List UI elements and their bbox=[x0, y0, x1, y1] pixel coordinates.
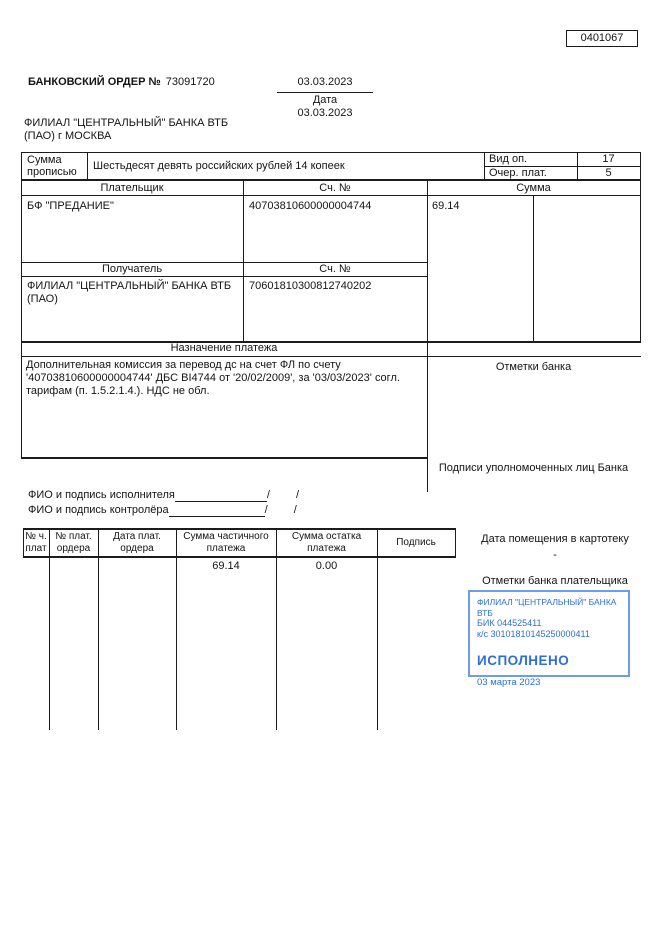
payer-name: БФ "ПРЕДАНИЕ" bbox=[27, 200, 114, 212]
grid-line bbox=[21, 179, 641, 181]
signature-blank bbox=[169, 505, 265, 517]
grid-line bbox=[21, 195, 641, 196]
partial-sum-value: 69.14 bbox=[212, 560, 240, 572]
payer-account: 40703810600000004744 bbox=[249, 200, 372, 212]
slash: / bbox=[266, 489, 270, 501]
col-header: Дата плат. bbox=[113, 531, 161, 542]
stamp-bik: БИК 044525411 bbox=[477, 618, 542, 628]
grid-line bbox=[23, 528, 455, 530]
stamp-corr-account: к/с 30101810145250000411 bbox=[477, 629, 590, 639]
grid-line bbox=[276, 528, 277, 730]
grid-line bbox=[21, 152, 641, 153]
payee-account: 70601810300812740202 bbox=[249, 280, 372, 292]
amount-words: Шестьдесят девять российских рублей 14 копеек bbox=[93, 160, 345, 172]
title-label: БАНКОВСКИЙ ОРДЕР № bbox=[28, 76, 161, 88]
grid-line bbox=[243, 179, 244, 342]
col-header: ордера bbox=[56, 543, 91, 554]
order-number: 73091720 bbox=[165, 76, 215, 88]
executor-signature-line bbox=[28, 489, 299, 502]
col-header: платежа bbox=[307, 543, 346, 554]
amount-words-label-line2: прописью bbox=[27, 166, 77, 178]
payer-header: Плательщик bbox=[100, 182, 164, 194]
payer-account-header: Сч. № bbox=[319, 182, 351, 194]
bank-signatures-label: Подписи уполномоченных лиц Банка bbox=[438, 462, 629, 474]
form-code-box bbox=[566, 30, 638, 47]
purpose-text: Дополнительная комиссия за перевод дс на счет ФЛ по счету '40703810600000004744' ДБС BI4744 от '20/02/2009', за '03/03/2023' согл. тарифам (п. 1.5.2.1.4.). НДС не обл. bbox=[26, 359, 400, 397]
purpose-header: Назначение платежа bbox=[170, 342, 278, 354]
amount-words-label-line1: Сумма bbox=[27, 154, 62, 166]
controller-signature-line bbox=[28, 504, 297, 517]
grid-line bbox=[98, 528, 99, 730]
executor-label: ФИО и подпись исполнителя bbox=[28, 489, 175, 501]
branch-name-line1: ФИЛИАЛ "ЦЕНТРАЛЬНЫЙ" БАНКА ВТБ bbox=[24, 117, 229, 129]
branch-name-line2: (ПАО) г МОСКВА bbox=[24, 130, 112, 142]
grid-line bbox=[21, 457, 428, 459]
stamp-status: ИСПОЛНЕНО bbox=[477, 653, 570, 668]
priority-value: 5 bbox=[605, 167, 612, 179]
priority-label: Очер. плат. bbox=[489, 167, 547, 179]
grid-line bbox=[427, 179, 428, 492]
sum-header: Сумма bbox=[516, 182, 551, 194]
op-type-label: Вид оп. bbox=[489, 153, 528, 165]
col-header: ордера bbox=[120, 543, 154, 554]
grid-line bbox=[533, 195, 534, 342]
date-value-bottom: 03.03.2023 bbox=[297, 107, 353, 119]
grid-line bbox=[21, 152, 22, 458]
slash: / bbox=[293, 504, 297, 516]
card-index-dash: - bbox=[553, 549, 557, 561]
payee-header: Получатель bbox=[101, 263, 163, 275]
payee-name-line2: (ПАО) bbox=[27, 293, 58, 305]
stamp-date: 03 марта 2023 bbox=[477, 677, 541, 688]
col-header: платежа bbox=[206, 543, 246, 554]
grid-line bbox=[21, 276, 428, 277]
grid-line bbox=[176, 528, 177, 730]
col-header: плат bbox=[25, 543, 47, 554]
grid-line bbox=[21, 356, 641, 357]
grid-line bbox=[87, 152, 88, 180]
date-underline bbox=[277, 92, 373, 93]
slash: / bbox=[295, 489, 300, 501]
col-header: № ч. bbox=[25, 531, 47, 542]
stamp-bank-name: ФИЛИАЛ "ЦЕНТРАЛЬНЫЙ" БАНКА ВТБ bbox=[477, 597, 617, 618]
bank-executed-stamp bbox=[468, 590, 630, 688]
bank-marks-header: Отметки банка bbox=[495, 361, 572, 373]
rest-sum-value: 0.00 bbox=[315, 560, 338, 572]
slash: / bbox=[264, 504, 268, 516]
form-code: 0401067 bbox=[580, 32, 624, 44]
card-index-label: Дата помещения в картотеку bbox=[481, 533, 629, 545]
signature-blank bbox=[175, 490, 267, 502]
grid-line bbox=[377, 528, 378, 730]
grid-line bbox=[484, 152, 485, 180]
grid-line bbox=[640, 152, 641, 342]
controller-label: ФИО и подпись контролёра bbox=[28, 504, 169, 516]
col-header: Подпись bbox=[396, 537, 436, 548]
grid-line bbox=[23, 556, 455, 558]
payee-account-header: Сч. № bbox=[319, 263, 351, 275]
op-type-value: 17 bbox=[602, 153, 615, 165]
col-header: Сумма остатка bbox=[291, 531, 362, 542]
payee-name-line1: ФИЛИАЛ "ЦЕНТРАЛЬНЫЙ" БАНКА ВТБ bbox=[27, 280, 232, 292]
document-title bbox=[28, 76, 215, 89]
col-header: № плат. bbox=[55, 531, 92, 542]
date-label: Дата bbox=[312, 94, 338, 106]
col-header: Сумма частичного bbox=[183, 531, 269, 542]
grid-line bbox=[49, 528, 50, 730]
date-value-top: 03.03.2023 bbox=[297, 76, 353, 88]
payment-sum: 69.14 bbox=[432, 200, 460, 212]
payer-bank-marks-label: Отметки банка плательщика bbox=[482, 575, 628, 587]
